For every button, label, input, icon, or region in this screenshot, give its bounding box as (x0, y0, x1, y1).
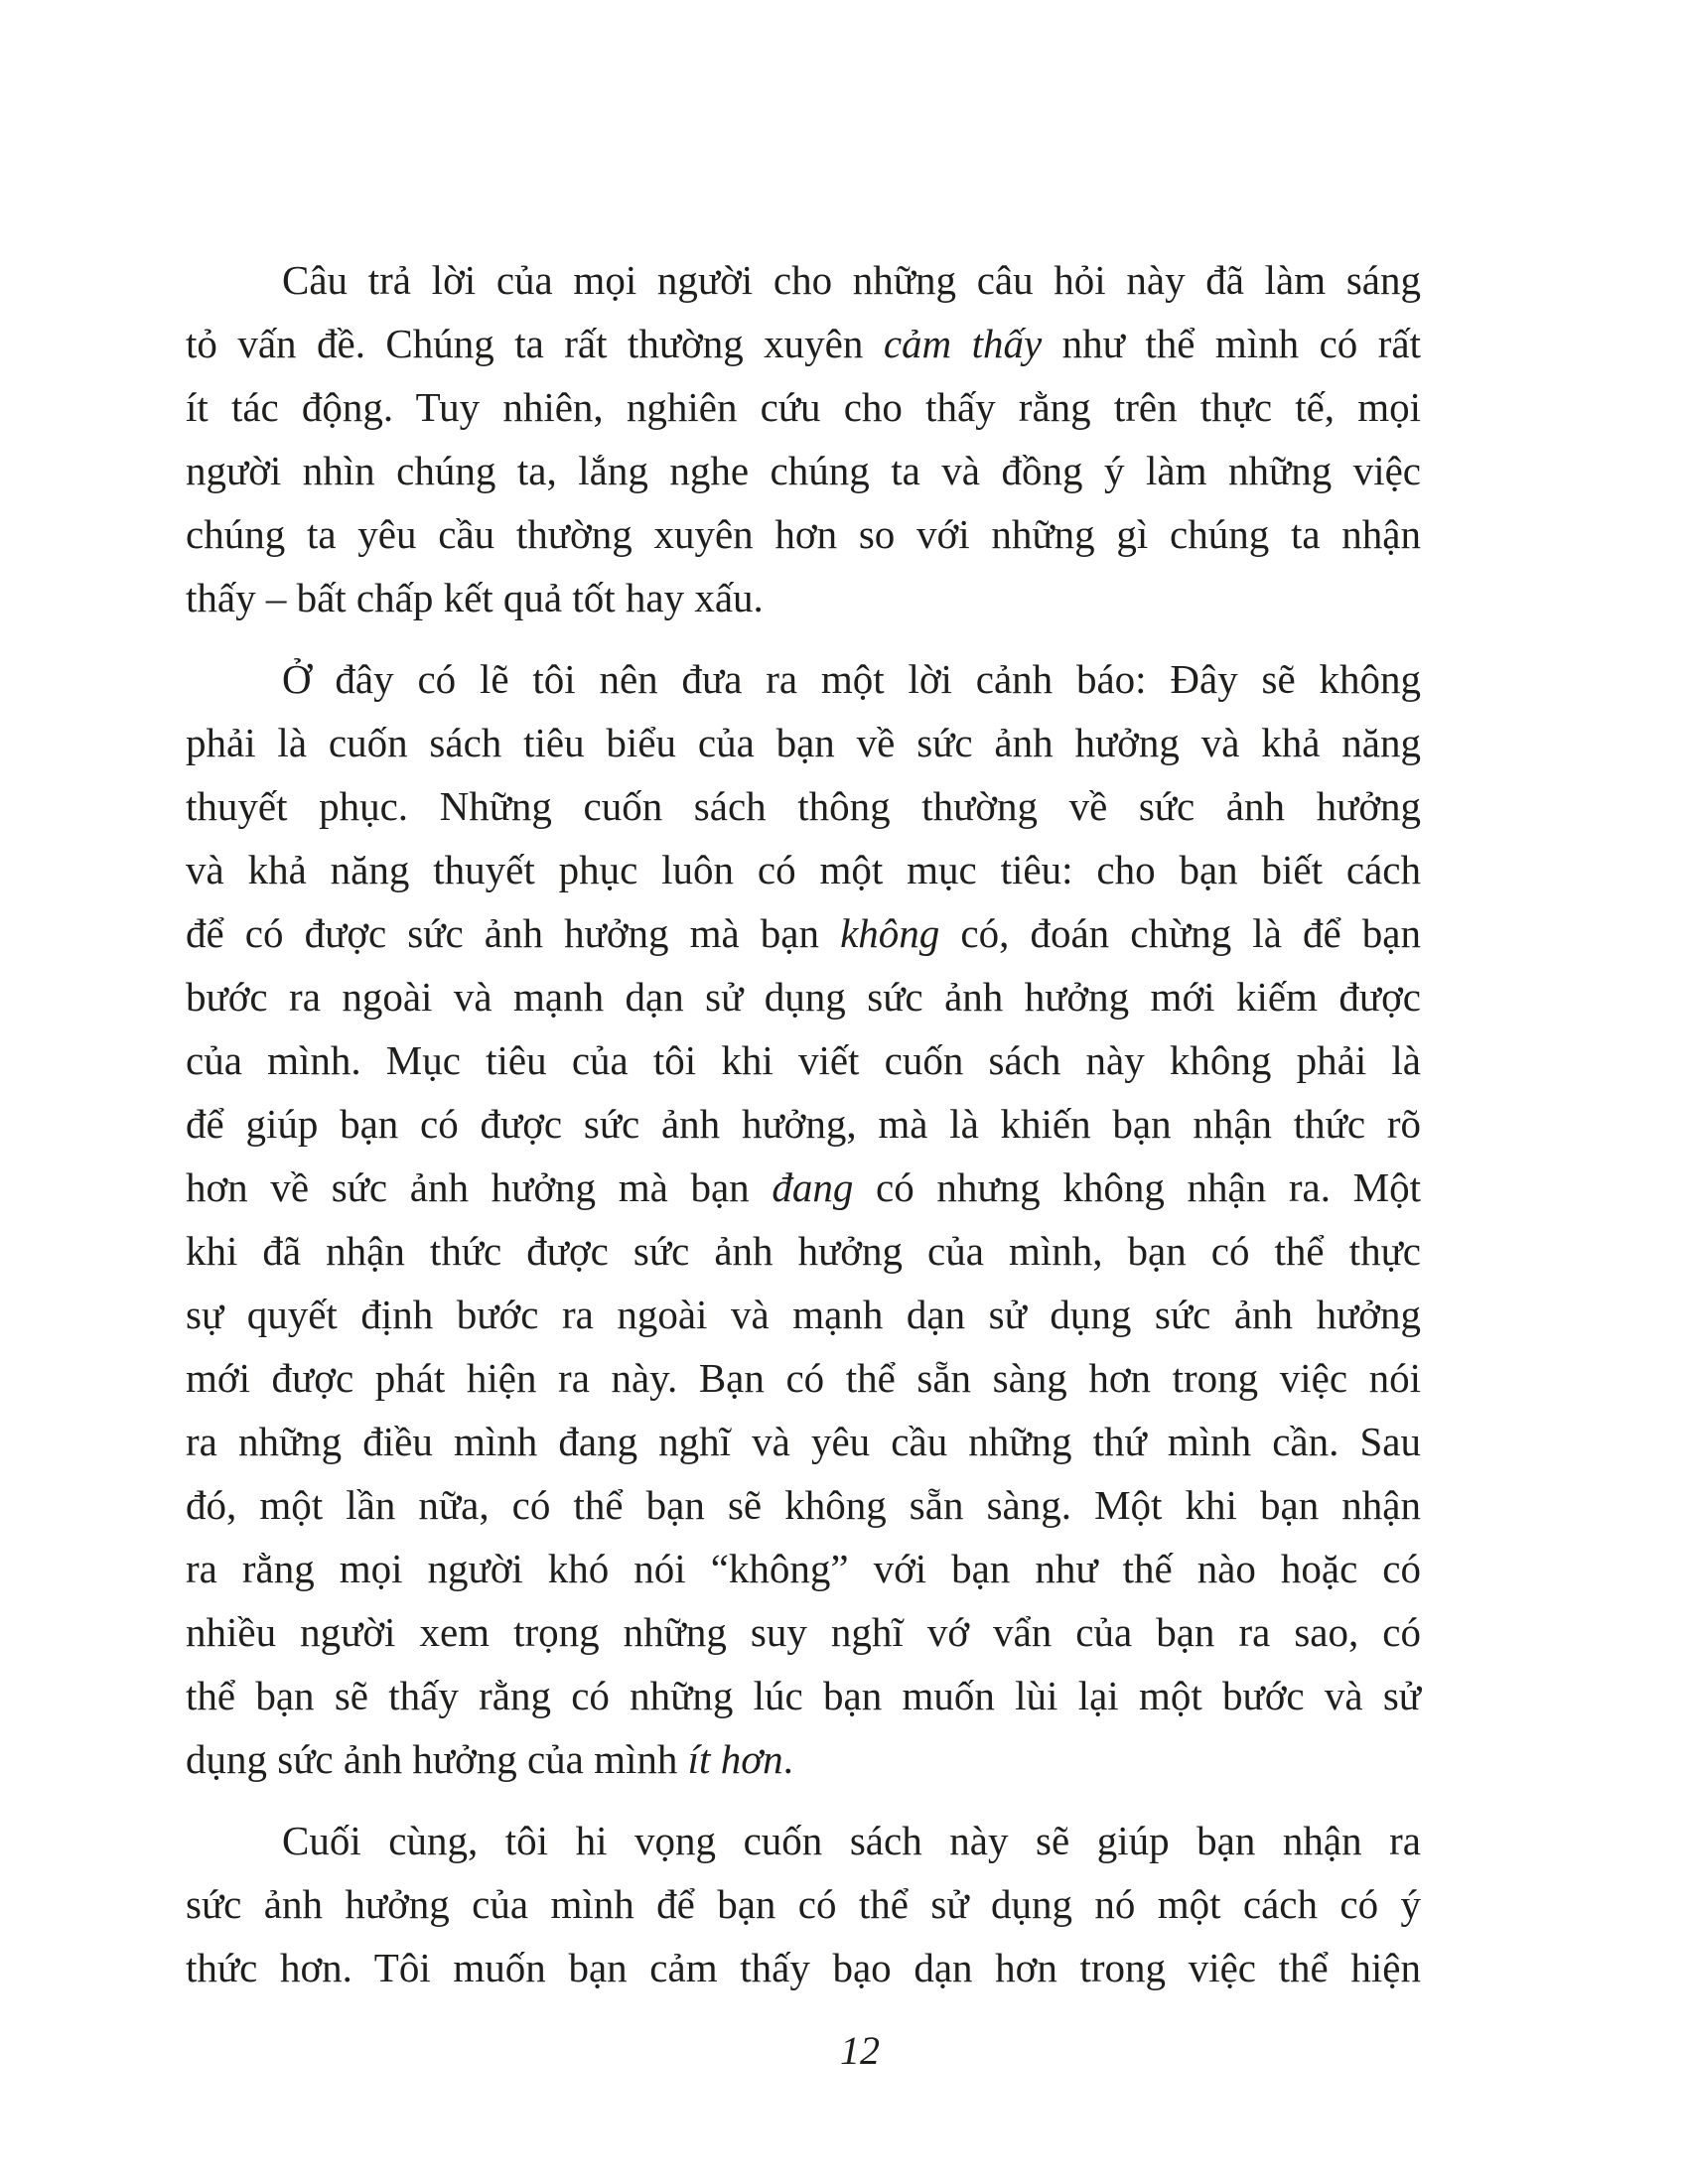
text-segment: sự quyết định bước ra ngoài và mạnh dạn sử dụng sức ảnh hưởng (186, 1292, 1421, 1337)
text-segment: mới được phát hiện ra này. Bạn có thể sẵn sàng hơn trong việc nói (186, 1355, 1421, 1401)
text-line (186, 1028, 1421, 1092)
text-segment: Câu trả lời của mọi người cho những câu hỏi này đã làm sáng (282, 257, 1421, 303)
text-line (186, 439, 1421, 502)
italic-text-segment: đang (772, 1164, 854, 1210)
text-line (186, 1092, 1421, 1156)
text-segment: và khả năng thuyết phục luôn có một mục tiêu: cho bạn biết cách (186, 847, 1421, 892)
text-segment: của mình. Mục tiêu của tôi khi viết cuốn sách này không phải là (186, 1037, 1421, 1083)
text-segment: như thể mình có rất (1042, 321, 1421, 366)
text-segment: Cuối cùng, tôi hi vọng cuốn sách này sẽ giúp bạn nhận ra (282, 1818, 1421, 1863)
text-segment: thể bạn sẽ thấy rằng có những lúc bạn muốn lùi lại một bước và sử (186, 1673, 1421, 1718)
page-text (186, 248, 1421, 1999)
text-segment: tỏ vấn đề. Chúng ta rất thường xuyên (186, 321, 884, 366)
text-line (186, 1537, 1421, 1600)
text-segment: hơn về sức ảnh hưởng mà bạn (186, 1164, 773, 1210)
text-segment: nhiều người xem trọng những suy nghĩ vớ vẩn của bạn ra sao, có (186, 1609, 1421, 1655)
text-line (186, 1410, 1421, 1473)
text-segment: đó, một lần nữa, có thể bạn sẽ không sẵn sàng. Một khi bạn nhận (186, 1482, 1421, 1528)
text-line (186, 1727, 1421, 1791)
text-line (186, 1936, 1421, 1999)
text-segment: có nhưng không nhận ra. Một (853, 1164, 1421, 1210)
italic-text-segment: không (840, 910, 940, 956)
text-segment: thuyết phục. Những cuốn sách thông thường về sức ảnh hưởng (186, 783, 1421, 829)
text-segment: ra rằng mọi người khó nói “không” với bạn như thế nào hoặc có (186, 1546, 1421, 1591)
text-line (186, 248, 1421, 312)
text-line (186, 1219, 1421, 1283)
text-segment: phải là cuốn sách tiêu biểu của bạn về sức ảnh hưởng và khả năng (186, 720, 1421, 765)
text-line (186, 502, 1421, 566)
page-number: 12 (840, 2028, 880, 2073)
text-segment: để có được sức ảnh hưởng mà bạn (186, 910, 841, 956)
text-segment: . (782, 1736, 793, 1782)
text-segment: sức ảnh hưởng của mình để bạn có thể sử dụng nó một cách có ý (186, 1881, 1421, 1927)
paragraph (186, 647, 1421, 1791)
text-segment: người nhìn chúng ta, lắng nghe chúng ta và đồng ý làm những việc (186, 448, 1421, 493)
text-line (186, 965, 1421, 1028)
text-line (186, 1809, 1421, 1872)
text-line (186, 1346, 1421, 1410)
text-segment: ra những điều mình đang nghĩ và yêu cầu những thứ mình cần. Sau (186, 1419, 1421, 1464)
text-segment: khi đã nhận thức được sức ảnh hưởng của mình, bạn có thể thực (186, 1228, 1421, 1274)
text-segment: ít tác động. Tuy nhiên, nghiên cứu cho thấy rằng trên thực tế, mọi (186, 384, 1421, 430)
paragraph (186, 248, 1421, 629)
italic-text-segment: cảm thấy (883, 321, 1043, 366)
text-line (186, 838, 1421, 901)
text-line (186, 1283, 1421, 1346)
paragraph (186, 1809, 1421, 1999)
text-line (186, 711, 1421, 774)
text-segment: chúng ta yêu cầu thường xuyên hơn so với những gì chúng ta nhận (186, 511, 1421, 557)
text-segment: Ở đây có lẽ tôi nên đưa ra một lời cảnh báo: Đây sẽ không (282, 656, 1421, 702)
text-line (186, 1600, 1421, 1664)
text-line (186, 375, 1421, 439)
text-segment: thấy – bất chấp kết quả tốt hay xấu. (186, 575, 764, 620)
text-line (186, 1156, 1421, 1219)
text-line (186, 566, 1421, 629)
text-line (186, 647, 1421, 711)
text-line (186, 901, 1421, 965)
text-line (186, 1664, 1421, 1727)
text-segment: thức hơn. Tôi muốn bạn cảm thấy bạo dạn hơn trong việc thể hiện (186, 1945, 1421, 1990)
text-segment: dụng sức ảnh hưởng của mình (186, 1736, 688, 1782)
text-line (186, 774, 1421, 838)
text-line (186, 312, 1421, 375)
text-segment: để giúp bạn có được sức ảnh hưởng, mà là khiến bạn nhận thức rõ (186, 1101, 1421, 1147)
text-line (186, 1872, 1421, 1936)
italic-text-segment: ít hơn (687, 1736, 783, 1782)
text-segment: bước ra ngoài và mạnh dạn sử dụng sức ảnh hưởng mới kiếm được (186, 974, 1421, 1020)
text-line (186, 1473, 1421, 1537)
text-segment: có, đoán chừng là để bạn (939, 910, 1421, 956)
